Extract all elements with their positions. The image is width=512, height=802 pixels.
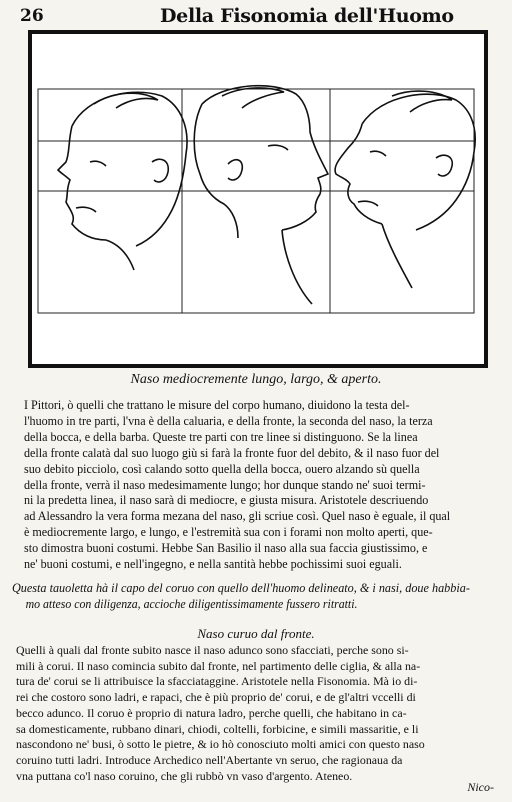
text-line: suo debito picciolo, così calando sotto quella della bocca, ouero alzando sù quella	[24, 461, 420, 476]
catchword: Nico-	[467, 780, 494, 794]
note-line: mo atteso con diligenza, accioche diligentissimamente fussero ritratti.	[25, 597, 358, 611]
text-line: I Pittori, ò quelli che trattano le misure del corpo humano, diuidono la testa del-	[24, 398, 410, 412]
right-profile-head	[335, 91, 475, 288]
illustration-frame	[28, 30, 488, 368]
text-line: ne' buoni costumi, e nell'ingegno, e nella santità hebbe pochissimi suoi eguali.	[24, 557, 402, 572]
proportion-grid	[38, 89, 474, 313]
text-line: della fronte calatà dal suo luogo giù si farà la fronte fuor del debito, & il naso fuor del	[24, 445, 440, 460]
text-line: l'huomo in tre parti, l'vna è della caluaria, e della fronte, la seconda del naso, la terza	[24, 413, 433, 428]
text-line: tura de' corui se li attribuisce la sfacciataggine. Aristotele nella Fisonomia. Mà io di-	[16, 674, 418, 689]
note-line: Questa tauoletta hà il capo del coruo con quello dell'huomo delineato, & i nasi, doue habbia-	[12, 581, 470, 595]
text-line: rei che costoro sono ladri, e rapaci, che è più proprio de' corui, e de gl'altri vccelli di	[16, 690, 416, 705]
left-profile-head	[58, 92, 187, 270]
text-line: è mediocremente largo, e lungo, e l'estremità sua con i forami non molto aperti, que-	[24, 525, 433, 540]
text-line: becco adunco. Il coruo è proprio di natura ladro, perche quelli, che habitano in ca-	[16, 705, 407, 720]
page-number: 26	[20, 6, 44, 26]
running-title: Della Fisonomia dell'Huomo	[160, 5, 454, 27]
text-line: nascondono ne' busi, ò sotto le pietre, & io hò conosciuto molti amici con questo naso	[16, 737, 425, 752]
text-line: sto dimostra buoni costumi. Hebbe San Basilio il naso alla sua faccia giustissimo, e	[24, 541, 428, 556]
section1-body	[24, 398, 504, 573]
section1-caption: Naso mediocremente lungo, largo, & aperto.	[130, 372, 382, 387]
text-line: ni la predetta linea, il naso sarà di mediocre, e giusta misura. Aristotele descriuendo	[24, 493, 429, 508]
illustration-note	[12, 580, 502, 612]
text-line: mili à corui. Il naso comincia subito dal fronte, nel partimento delle ciglia, & alla na-	[16, 658, 421, 673]
text-line: coruino tutti ladri. Introduce Archedico nell'Abertante vn seruo, che ragionaua da	[16, 752, 403, 767]
text-line: ad Alessandro la vera forma mezana del naso, gli scriue così. Quel naso è eguale, il qual	[24, 509, 451, 524]
section2-body	[16, 643, 504, 784]
text-line: sa domesticamente, rubbano dinari, chiodi, coltelli, forbicine, e simili massaritie, e li	[16, 721, 419, 736]
text-line: Quelli à quali dal fronte subito nasce il naso adunco sono sfacciati, perche sono si-	[16, 643, 409, 657]
section2-caption: Naso curuo dal fronte.	[197, 626, 315, 641]
three-profile-heads-engraving	[32, 34, 484, 364]
center-profile-head	[194, 86, 328, 304]
text-line: della fronte, verrà il naso medesimamente lungo; hor dunque stando ne' suoi termi-	[24, 477, 426, 492]
page-header	[12, 4, 500, 28]
text-line: vna puttana co'l naso coruino, che gli rubbò vn vaso d'argento. Ateneo.	[16, 768, 353, 783]
text-line: della bocca, e della barba. Queste tre parti con tre linee si distinguono. Se la linea	[24, 429, 418, 444]
